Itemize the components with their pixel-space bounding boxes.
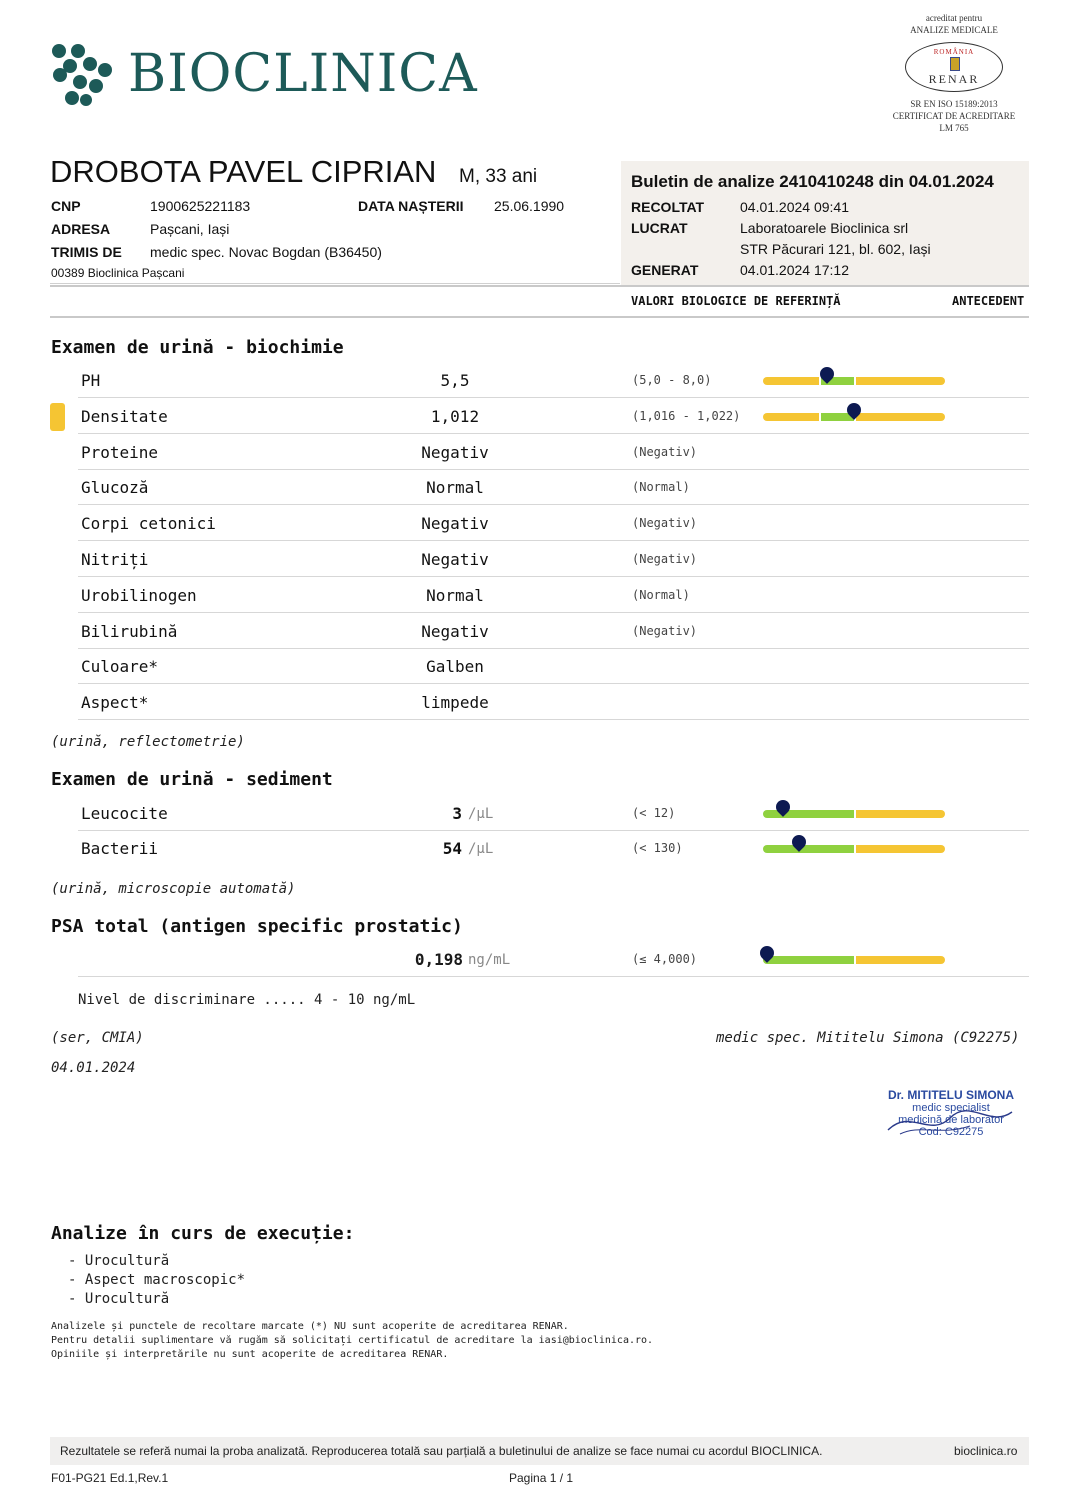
test-name: Aspect* <box>81 693 149 713</box>
test-reference: (Negativ) <box>632 444 698 459</box>
worked-lab: Laboratoarele Bioclinica srl <box>740 220 909 236</box>
dob-label: DATA NAȘTERII <box>358 198 464 214</box>
collected-value: 04.01.2024 09:41 <box>740 199 849 215</box>
test-reference: (Negativ) <box>632 516 698 531</box>
renar-lm: LM 765 <box>939 123 969 133</box>
sent-by-value: medic spec. Novac Bogdan (B36450) <box>150 244 382 260</box>
range-bar-segment <box>763 377 819 385</box>
test-name: Leucocite <box>81 804 168 823</box>
psa-reference: (≤ 4,000) <box>632 952 698 966</box>
range-bar-segment <box>763 845 854 853</box>
psa-value: 0,198 <box>414 950 463 969</box>
cnp-value: 1900625221183 <box>150 198 251 214</box>
stamp-name: Dr. MITITELU SIMONA <box>888 1088 1014 1102</box>
test-value: 3 <box>452 804 462 823</box>
pending-list <box>68 1252 245 1309</box>
patient-name: DROBOTA PAVEL CIPRIAN <box>50 154 437 189</box>
psa-unit: ng/mL <box>468 952 511 968</box>
bioclinica-logo-icon <box>50 42 116 108</box>
header-rule-bottom <box>50 316 1029 318</box>
test-value: Negativ <box>421 550 489 569</box>
test-name: Bacterii <box>81 839 159 858</box>
row-divider <box>78 397 1029 398</box>
validating-doctor: medic spec. Mititelu Simona (C92275) <box>716 1030 1020 1046</box>
test-value: limpede <box>421 693 489 713</box>
test-value: 1,012 <box>430 406 480 426</box>
pending-item: - Urocultură <box>68 1291 170 1307</box>
psa-method-note: (ser, CMIA) <box>51 1030 144 1046</box>
test-value: Normal <box>426 478 484 498</box>
brand-name: BIOCLINICA <box>128 44 478 104</box>
address-label: ADRESA <box>51 221 111 237</box>
sediment-section-title: Examen de urină - sediment <box>51 769 333 790</box>
test-unit: /µL <box>468 841 494 857</box>
test-value: Negativ <box>421 442 489 462</box>
row-divider <box>78 719 1029 720</box>
pending-item: - Aspect macroscopic* <box>68 1272 246 1288</box>
range-bar <box>763 845 945 853</box>
renar-line1: acreditat pentru <box>925 13 983 23</box>
renar-standard: SR EN ISO 15189:2013 <box>910 99 998 109</box>
footer-site-link[interactable]: bioclinica.ro <box>954 1444 1018 1458</box>
header-rule-top <box>50 285 1029 287</box>
range-bar-segment <box>763 413 819 421</box>
collection-center: 00389 Bioclinica Pașcani <box>51 266 185 280</box>
range-bar-segment <box>856 956 945 964</box>
test-reference: (< 12) <box>632 806 676 820</box>
worked-address: STR Păcurari 121, bl. 602, Iași <box>740 241 931 257</box>
divider <box>50 283 620 284</box>
test-name: Densitate <box>81 406 168 426</box>
row-divider <box>78 648 1029 649</box>
biochem-method-note: (urină, reflectometrie) <box>51 734 245 750</box>
row-divider <box>78 540 1029 541</box>
disclaimer-line: Analizele și punctele de recoltare marcate (*) NU sunt acoperite de acreditarea RENAR. <box>51 1321 569 1332</box>
biochem-section-title: Examen de urină - biochimie <box>51 337 344 358</box>
pending-item: - Urocultură <box>68 1253 170 1269</box>
test-name: Glucoză <box>81 478 149 498</box>
test-name: PH <box>81 371 101 390</box>
range-bar <box>763 377 945 385</box>
range-bar-segment <box>763 956 854 964</box>
generated-value: 04.01.2024 17:12 <box>740 262 849 278</box>
range-bar-segment <box>856 845 945 853</box>
range-bar <box>763 810 945 818</box>
crest-icon <box>950 57 960 71</box>
test-name: Culoare* <box>81 657 159 677</box>
test-reference: (Normal) <box>632 480 690 495</box>
psa-section-title: PSA total (antigen specific prostatic) <box>51 916 463 937</box>
disclaimer-line: Opiniile și interpretările nu sunt acoperite de acreditarea RENAR. <box>51 1349 449 1360</box>
test-value: Galben <box>426 657 484 677</box>
test-name: Nitriți <box>81 550 149 569</box>
sent-by-label: TRIMIS DE <box>51 244 122 260</box>
psa-discrimination: Nivel de discriminare ..... 4 - 10 ng/mL <box>78 992 416 1008</box>
range-bar <box>763 413 945 421</box>
test-value: Normal <box>426 585 484 605</box>
form-code: F01-PG21 Ed.1,Rev.1 <box>51 1471 169 1485</box>
worked-label: LUCRAT <box>631 220 688 236</box>
generated-label: GENERAT <box>631 262 699 278</box>
row-divider <box>78 683 1029 684</box>
test-reference: (1,016 - 1,022) <box>632 408 741 423</box>
collected-label: RECOLTAT <box>631 199 705 215</box>
renar-line2: ANALIZE MEDICALE <box>910 25 998 35</box>
patient-sex-age: M, 33 ani <box>459 166 538 187</box>
row-divider <box>78 976 1029 977</box>
renar-oval-top: ROMÂNIA <box>933 48 975 56</box>
test-value: 5,5 <box>440 371 470 390</box>
sediment-method-note: (urină, microscopie automată) <box>51 881 296 897</box>
dob-value: 25.06.1990 <box>494 198 565 214</box>
row-divider <box>78 830 1029 831</box>
address-value: Pașcani, Iași <box>150 221 230 237</box>
cnp-label: CNP <box>51 198 81 214</box>
test-value: Negativ <box>421 514 489 534</box>
test-reference: (Normal) <box>632 587 690 602</box>
disclaimers <box>51 1320 653 1362</box>
test-value: 54 <box>442 839 462 858</box>
test-reference: (5,0 - 8,0) <box>632 373 712 387</box>
renar-certificate: CERTIFICAT DE ACREDITARE <box>892 111 1016 121</box>
ref-column-header: VALORI BIOLOGICE DE REFERINȚĂ <box>631 294 841 308</box>
test-name: Corpi cetonici <box>81 514 216 534</box>
renar-accreditation <box>872 12 1036 134</box>
row-divider <box>78 612 1029 613</box>
antecedent-column-header: ANTECEDENT <box>952 294 1025 308</box>
psa-date: 04.01.2024 <box>51 1060 136 1076</box>
range-bar-segment <box>856 377 945 385</box>
abnormal-flag <box>50 403 65 431</box>
page-number: Pagina 1 / 1 <box>509 1471 574 1485</box>
pending-title: Analize în curs de execuție: <box>51 1223 355 1244</box>
footer-notice: Rezultatele se referă numai la proba analizată. Reproducerea totală sau parțială a buletinului de analize se face numai cu acordul BIOCLINICA. <box>60 1444 823 1458</box>
stamp-title: medic specialist <box>912 1102 990 1114</box>
bulletin-title: Buletin de analize 2410410248 din 04.01.2024 <box>631 172 994 191</box>
test-reference: (Negativ) <box>632 623 698 638</box>
renar-oval-bottom: RENAR <box>928 72 980 86</box>
row-divider <box>78 469 1029 470</box>
test-name: Bilirubină <box>81 621 178 641</box>
disclaimer-line: Pentru detalii suplimentare vă rugăm să solicitați certificatul de acreditare la iasi@bioclinica.ro. <box>51 1335 654 1346</box>
renar-seal-icon <box>905 42 1003 92</box>
signature-icon <box>880 1098 1020 1142</box>
test-value: Negativ <box>421 621 489 641</box>
test-unit: /µL <box>468 806 494 822</box>
row-divider <box>78 504 1029 505</box>
test-name: Urobilinogen <box>81 585 197 605</box>
test-reference: (Negativ) <box>632 552 698 566</box>
row-divider <box>78 433 1029 434</box>
range-bar-segment <box>856 810 945 818</box>
row-divider <box>78 576 1029 577</box>
test-reference: (< 130) <box>632 841 683 855</box>
test-name: Proteine <box>81 442 159 462</box>
psa-range-bar <box>763 956 945 964</box>
range-bar-segment <box>856 413 945 421</box>
stamp-code: Cod: C92275 <box>918 1126 984 1138</box>
stamp-specialty: medicină de laborator <box>898 1114 1004 1126</box>
